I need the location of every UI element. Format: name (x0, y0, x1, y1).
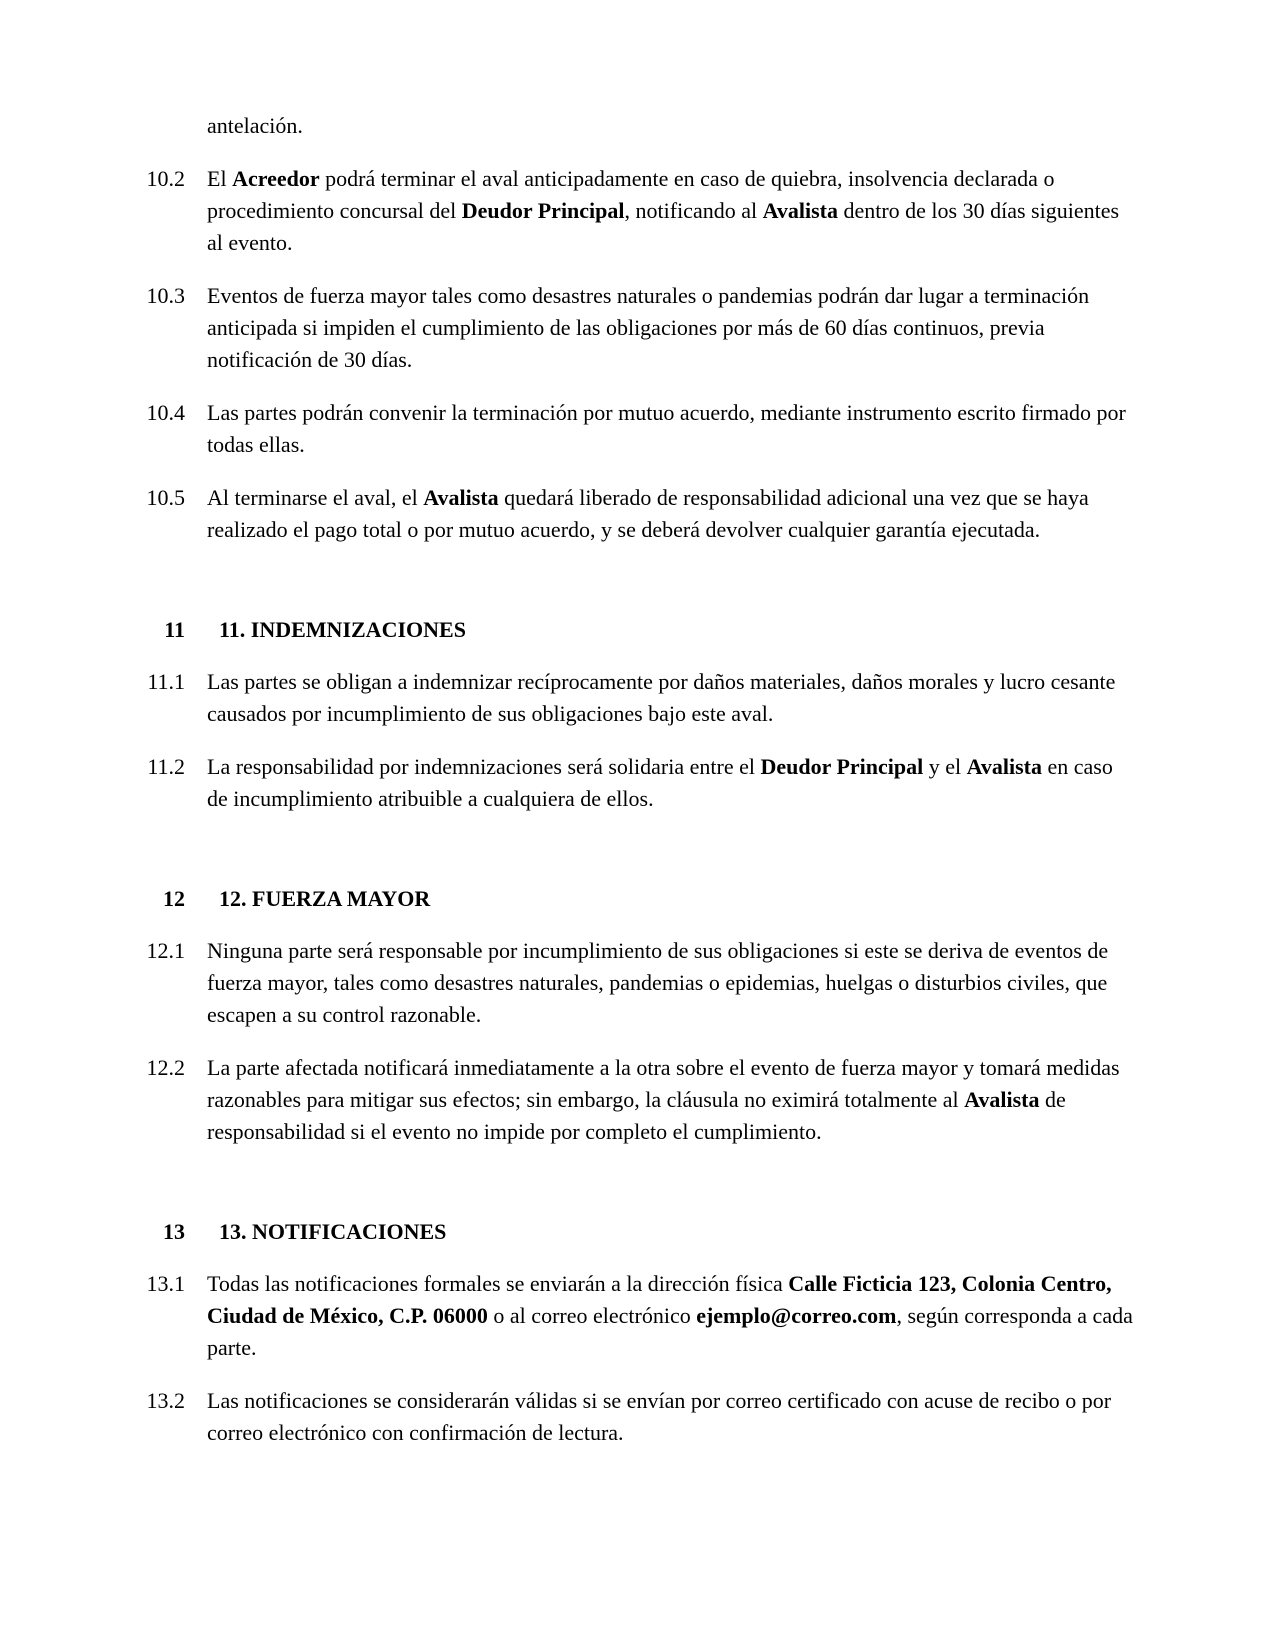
text-segment: Calle Ficticia 123, Colonia Centro, Ciudad de México, C.P. 06000 (207, 1271, 1112, 1328)
text-segment: Las notificaciones se considerarán válidas si se envían por correo certificado con acuse de recibo o por correo electrónico con confirmación de lectura. (207, 1388, 1112, 1445)
text-segment: dentro de los 30 días siguientes al evento. (207, 198, 1120, 255)
clause-number: 13.1 (146, 1271, 185, 1296)
text-segment: Al terminarse el aval, el (207, 485, 424, 510)
clause-row (121, 1385, 1137, 1449)
text-segment: Avalista (966, 754, 1042, 779)
text-segment: Deudor Principal (760, 754, 924, 779)
section-heading-row (121, 1216, 1137, 1248)
clause-text (207, 397, 1137, 461)
clause-text (207, 482, 1137, 546)
clause-text (207, 666, 1137, 730)
clause-row (121, 1268, 1137, 1364)
section-title: 12. FUERZA MAYOR (219, 886, 431, 911)
text-segment: Avalista (762, 198, 838, 223)
section-heading-row (121, 614, 1137, 646)
clause-number: 12.2 (146, 1055, 185, 1080)
clause-number: 10.3 (146, 283, 185, 308)
clause-number: 10.2 (146, 166, 185, 191)
text-segment: Las partes se obligan a indemnizar recíprocamente por daños materiales, daños morales y lucro cesante causados por incumplimiento de sus obligaciones bajo este aval. (207, 669, 1116, 726)
section-number: 12 (163, 886, 185, 911)
clause-text (207, 1385, 1137, 1449)
text-segment: o al correo electrónico (487, 1303, 697, 1328)
clause-row (121, 163, 1137, 259)
text-segment: Todas las notificaciones formales se enviarán a la dirección física (207, 1271, 789, 1296)
clause-text (207, 751, 1137, 815)
clause-number: 11.1 (147, 669, 185, 694)
clause-text (207, 1268, 1137, 1364)
clause-number: 13.2 (146, 1388, 185, 1413)
clause-row (121, 751, 1137, 815)
clause-row (121, 482, 1137, 546)
section-title: 11. INDEMNIZACIONES (219, 617, 466, 642)
clause-text (207, 1052, 1137, 1148)
text-segment: y el (923, 754, 967, 779)
text-segment: Avalista (964, 1087, 1040, 1112)
clause-row (121, 280, 1137, 376)
text-segment: ejemplo@correo.com (696, 1303, 897, 1328)
text-segment: de responsabilidad si el evento no impide por completo el cumplimiento. (207, 1087, 1066, 1144)
clause-text (207, 935, 1137, 1031)
continuation-text: antelación. (207, 113, 303, 138)
text-segment: Acreedor (232, 166, 320, 191)
text-segment: El (207, 166, 233, 191)
text-segment: Ninguna parte será responsable por incumplimiento de sus obligaciones si este se deriva de eventos de fuerza mayor, tales como desastres naturales, pandemias o epidemias, huelgas o disturbios civiles, que escapen a su control razonable. (207, 938, 1109, 1027)
continuation-row (121, 110, 1137, 142)
clause-number: 10.4 (146, 400, 185, 425)
clause-row (121, 397, 1137, 461)
text-segment: La parte afectada notificará inmediatamente a la otra sobre el evento de fuerza mayor y tomará medidas razonables para mitigar sus efectos; sin embargo, la cláusula no eximirá totalmente al (207, 1055, 1120, 1112)
clause-row (121, 666, 1137, 730)
clause-number: 10.5 (146, 485, 185, 510)
clause-text (207, 163, 1137, 259)
clause-text (207, 280, 1137, 376)
text-segment: Deudor Principal (461, 198, 625, 223)
text-segment: , notificando al (624, 198, 763, 223)
text-segment: Las partes podrán convenir la terminación por mutuo acuerdo, mediante instrumento escrito firmado por todas ellas. (207, 400, 1126, 457)
clause-number: 11.2 (147, 754, 185, 779)
text-segment: Avalista (423, 485, 499, 510)
section-title: 13. NOTIFICACIONES (219, 1219, 447, 1244)
clause-row (121, 1052, 1137, 1148)
document-content (121, 110, 1137, 1470)
text-segment: Eventos de fuerza mayor tales como desastres naturales o pandemias podrán dar lugar a terminación anticipada si impiden el cumplimiento de las obligaciones por más de 60 días continuos, previa notificación de 30 días. (207, 283, 1090, 372)
clause-number: 12.1 (146, 938, 185, 963)
clause-row (121, 935, 1137, 1031)
text-segment: en caso de incumplimiento atribuible a cualquiera de ellos. (207, 754, 1113, 811)
text-segment: , según corresponda a cada parte. (207, 1303, 1133, 1360)
section-heading-row (121, 883, 1137, 915)
text-segment: podrá terminar el aval anticipadamente en caso de quiebra, insolvencia declarada o procedimiento concursal del (207, 166, 1055, 223)
text-segment: La responsabilidad por indemnizaciones será solidaria entre el (207, 754, 761, 779)
text-segment: quedará liberado de responsabilidad adicional una vez que se haya realizado el pago total o por mutuo acuerdo, y se deberá devolver cualquier garantía ejecutada. (207, 485, 1089, 542)
section-number: 13 (163, 1219, 185, 1244)
section-number: 11 (164, 617, 185, 642)
